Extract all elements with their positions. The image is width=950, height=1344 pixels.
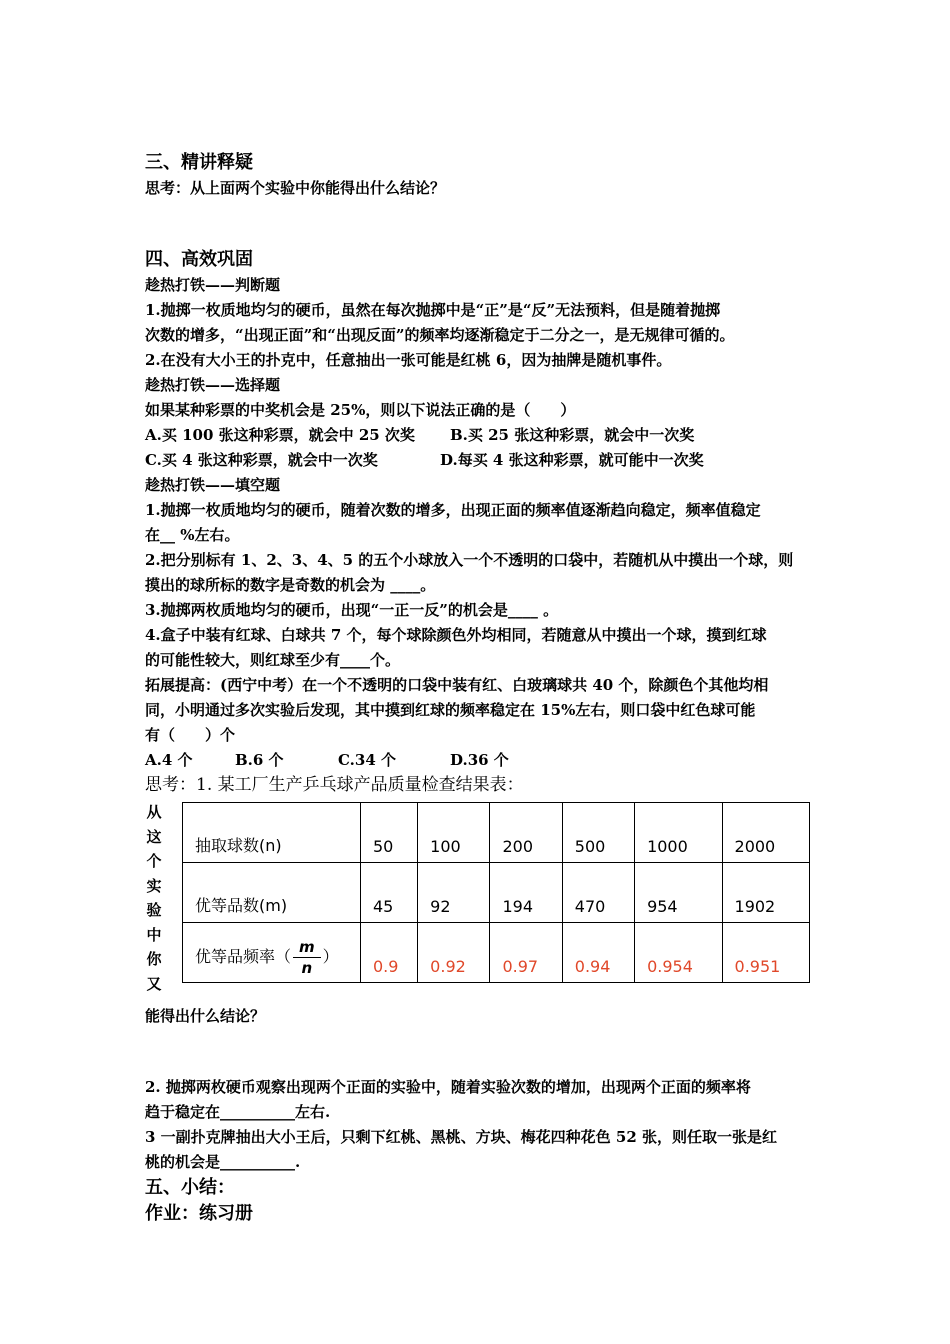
vertical-char: 这 [146,827,162,846]
choice-b: B.买 25 张这种彩票，就会中一次奖 [450,426,695,444]
table-cell: 1000 [635,803,722,863]
choice-title: 趁热打铁——选择题 [145,376,281,394]
vertical-text [145,800,163,996]
ext-line3: 有（ ）个 [145,726,236,744]
fill-4-line1: 4.盒子中装有红球、白球共 7 个，每个球除颜色外均相同，若随意从中摸出一个球，摸到红球 [145,626,767,644]
judge-1-line2: 次数的增多，“出现正面”和“出现反面”的频率均逐渐稳定于二分之一，是无规律可循的。 [145,326,735,344]
vertical-char: 从 [146,803,162,821]
table-cell: 500 [562,803,634,863]
homework: 作业：练习册 [145,1203,253,1224]
fill-1-line1: 1.抛掷一枚质地均匀的硬币，随着次数的增多，出现正面的频率值逐渐趋向稳定，频率值稳定 [145,501,761,519]
section3-title: 三、精讲释疑 [145,152,253,173]
table-cell: 0.94 [562,923,634,983]
section4-title: 四、高效巩固 [145,249,253,270]
choice-options-row1 [145,423,815,448]
vertical-char: 中 [146,925,162,944]
table-row [183,803,810,863]
quality-table [182,802,810,983]
fill-title: 趁热打铁——填空题 [145,476,281,494]
section3-question: 思考：从上面两个实验中你能得出什么结论？ [145,179,446,197]
table-cell: 954 [635,863,722,923]
fraction-m-over-n [293,939,321,976]
vertical-char: 又 [146,974,162,993]
fill-2-line2: 摸出的球所标的数字是奇数的机会为 ____。 [145,576,436,594]
ext-line1: 拓展提高：(西宁中考）在一个不透明的口袋中装有红、白玻璃球共 40 个，除颜色个其他均相 [145,676,769,694]
choice-options-row2 [145,448,815,473]
think-title: 思考：1. 某工厂生产乒乓球产品质量检查结果表： [145,775,524,795]
choice-c: C.买 4 张这种彩票，就会中一次奖 [145,451,378,469]
think-after: 能得出什么结论？ [145,1007,266,1025]
freq-label-b: ） [322,947,339,966]
table-cell: 0.954 [635,923,722,983]
fill-2-line1: 2.把分别标有 1、2、3、4、5 的五个小球放入一个不透明的口袋中，若随机从中摸出一个球，则 [145,551,794,569]
table-cell: 50 [361,803,418,863]
q2-line1: 2. 抛掷两枚硬币观察出现两个正面的实验中，随着实验次数的增加，出现两个正面的频率将 [145,1078,751,1096]
ext-options [145,748,815,773]
table-cell: 194 [490,863,562,923]
ext-b: B.6 个 [235,751,284,769]
ext-line2: 同，小明通过多次实验后发现，其中摸到红球的频率稳定在 15%左右，则口袋中红色球可能 [145,701,756,719]
ext-c: C.34 个 [338,751,396,769]
section5-title: 五、小结： [145,1177,235,1198]
q3-line1: 3 一副扑克牌抽出大小王后，只剩下红桃、黑桃、方块、梅花四种花色 52 张，则任取一张是红 [145,1128,777,1146]
vertical-char: 你 [146,950,162,968]
vertical-char: 个 [146,852,162,870]
fill-1-line2: 在__ %左右。 [145,526,240,544]
fraction-numerator: m [293,939,321,958]
vertical-char: 实 [146,876,162,895]
table-row [183,923,810,983]
fill-3: 3.抛掷两枚质地均匀的硬币，出现“一正一反”的机会是____ 。 [145,601,559,619]
judge-1-line1: 1.抛掷一枚质地均匀的硬币，虽然在每次抛掷中是“正”是“反”无法预料，但是随着抛掷 [145,301,721,319]
judge-2: 2.在没有大小王的扑克中，任意抽出一张可能是红桃 6，因为抽牌是随机事件。 [145,351,672,369]
table-cell: 470 [562,863,634,923]
table-cell: 1902 [722,863,809,923]
q3-line2: 桃的机会是__________. [145,1153,301,1171]
fraction-denominator: n [301,959,313,977]
row-header-frequency [183,923,361,983]
worksheet-page [145,150,815,1227]
table-cell: 0.951 [722,923,809,983]
q2-line2: 趋于稳定在__________左右. [145,1103,331,1121]
judge-title: 趁热打铁——判断题 [145,276,281,294]
freq-label-a: 优等品频率（ [195,947,292,966]
choice-d: D.每买 4 张这种彩票，就可能中一次奖 [440,451,704,469]
ext-a: A.4 个 [145,751,193,769]
ext-d: D.36 个 [450,751,509,769]
table-cell: 45 [361,863,418,923]
table-cell: 0.97 [490,923,562,983]
table-cell: 2000 [722,803,809,863]
choice-stem: 如果某种彩票的中奖机会是 25%，则以下说法正确的是（ ） [145,401,576,419]
choice-a: A.买 100 张这种彩票，就会中 25 次奖 [145,426,415,444]
quality-table-area [145,800,815,993]
row-header-sample: 抽取球数(n) [183,803,361,863]
table-cell: 92 [418,863,490,923]
fill-4-line2: 的可能性较大，则红球至少有____个。 [145,651,401,669]
table-cell: 0.92 [418,923,490,983]
table-cell: 100 [418,803,490,863]
row-header-good: 优等品数(m) [183,863,361,923]
table-cell: 200 [490,803,562,863]
table-cell: 0.9 [361,923,418,983]
vertical-char: 验 [146,901,162,919]
table-row [183,863,810,923]
